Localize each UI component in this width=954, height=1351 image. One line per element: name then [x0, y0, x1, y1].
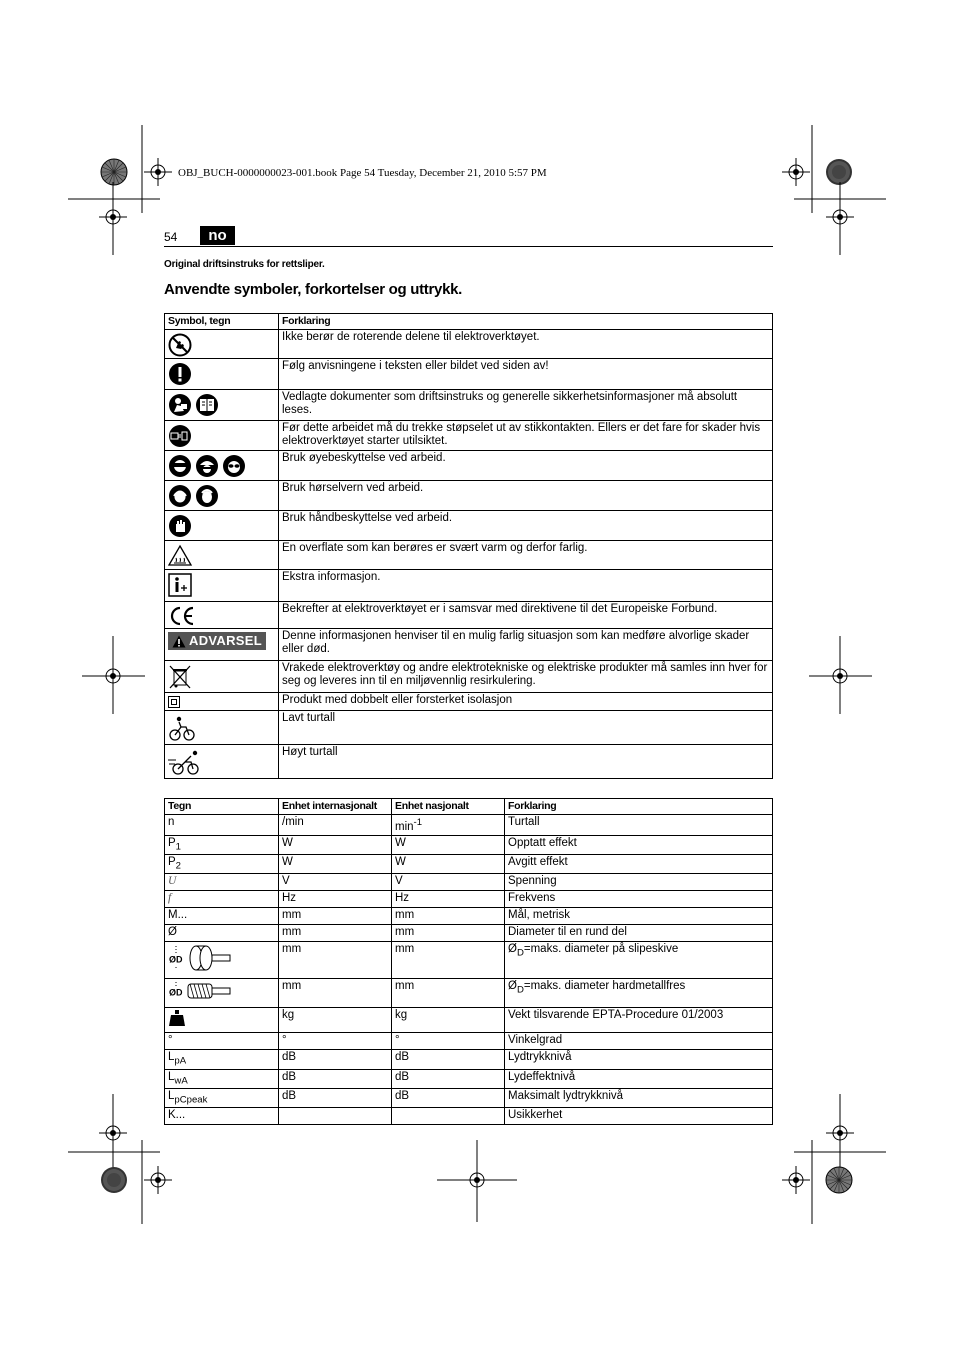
symbols-table-row — [165, 629, 773, 661]
units-table-row — [165, 908, 773, 925]
units-table-row — [165, 815, 773, 836]
sign-icon-label: ØD — [169, 954, 183, 965]
symbol-cell — [165, 693, 279, 711]
header-rule — [164, 246, 773, 247]
unit-explanation: Diameter til en rund del — [508, 926, 627, 939]
unit-international: mm — [279, 942, 392, 979]
sign-subscript: 2 — [175, 860, 181, 872]
symbol-explanation: Høyt turtall — [279, 745, 773, 779]
units-table-row — [165, 1108, 773, 1125]
unit-explanation-cell — [505, 1050, 773, 1069]
unit-explanation-cell — [505, 1008, 773, 1033]
symbol-icons — [168, 331, 275, 357]
info-plus-icon — [168, 573, 192, 597]
unit-national: dB — [395, 1070, 410, 1083]
explanation-prefix: Ø — [508, 943, 517, 956]
unit-national-cell — [392, 1069, 505, 1088]
unit-explanation-cell — [505, 874, 773, 891]
grinding-wheel-diameter-icon — [168, 943, 232, 977]
unit-national-cell — [392, 835, 505, 854]
unit-explanation: Usikkerhet — [508, 1109, 563, 1122]
sign-cell — [165, 1069, 279, 1088]
sign-text: U — [168, 875, 177, 888]
symbol-cell — [165, 602, 279, 629]
units-table — [164, 798, 773, 1125]
symbol-explanation: Før dette arbeidet må du trekke støpselet ut av stikkontakten. Ellers er det fare for skader hvis elektroverktøyet starter utilsiktet. — [279, 421, 773, 451]
sign-text: L — [168, 1090, 175, 1103]
symbol-icons — [168, 452, 275, 478]
unit-national-cell — [392, 855, 505, 874]
unit-national-cell — [392, 979, 505, 1008]
symbols-table-row — [165, 661, 773, 693]
symbol-explanation: Ekstra informasjon. — [279, 570, 773, 602]
symbol-icons — [168, 603, 275, 627]
unit-explanation: Lydtrykknivå — [508, 1051, 572, 1064]
symbols-table-row — [165, 745, 773, 779]
sign-cell — [165, 942, 279, 979]
sign-cell — [165, 908, 279, 925]
ear-protection-icon — [168, 484, 192, 508]
symbol-icons — [168, 662, 275, 690]
unit-explanation-cell — [505, 855, 773, 874]
unit-explanation-cell — [505, 835, 773, 854]
header-symbol: Symbol, tegn — [165, 314, 279, 330]
units-table-row — [165, 925, 773, 942]
units-table-row — [165, 979, 773, 1008]
sign-text: P — [168, 856, 176, 869]
unit-explanation-cell — [505, 1089, 773, 1108]
header-sign: Tegn — [165, 799, 279, 815]
sign-text: L — [168, 1070, 175, 1083]
sign-text: ° — [168, 1034, 173, 1047]
unit-explanation-cell — [505, 815, 773, 836]
sign-cell — [165, 1108, 279, 1125]
manual-book-icon — [195, 393, 219, 417]
section-heading: Anvendte symboler, forkortelser og uttrykk. — [164, 281, 463, 298]
symbol-explanation: Vedlagte dokumenter som driftsinstruks og generelle sikkerhetsinformasjoner må absolutt leses. — [279, 390, 773, 421]
sign-text: L — [168, 1051, 175, 1064]
unit-explanation: Lydeffektnivå — [508, 1070, 576, 1083]
unit-national-cell — [392, 1089, 505, 1108]
header-explanation: Forklaring — [505, 799, 773, 815]
high-speed-cyclist-icon — [168, 748, 202, 776]
header-unit-international: Enhet internasjonalt — [279, 799, 392, 815]
unit-national-cell — [392, 891, 505, 908]
units-table-row — [165, 855, 773, 874]
unit-international: mm — [279, 908, 392, 925]
symbols-table-row — [165, 330, 773, 359]
unit-national-exponent: -1 — [413, 817, 423, 828]
symbol-explanation: Ikke berør de roterende delene til elektroverktøyet. — [279, 330, 773, 359]
symbol-icons — [168, 630, 275, 650]
symbol-cell — [165, 661, 279, 693]
unit-national: V — [395, 875, 403, 888]
unit-international: mm — [279, 979, 392, 1008]
unit-explanation: Frekvens — [508, 892, 556, 905]
units-table-row — [165, 1050, 773, 1069]
symbols-table-row — [165, 390, 773, 421]
units-table-row — [165, 1033, 773, 1050]
sign-cell — [165, 1089, 279, 1108]
header-unit-national: Enhet nasjonalt — [392, 799, 505, 815]
unit-national-cell — [392, 1008, 505, 1033]
document-subtitle: Original driftsinstruks for rettsliper. — [164, 259, 325, 270]
read-manual-icon — [168, 393, 192, 417]
print-slug: OBJ_BUCH-0000000023-001.book Page 54 Tuesday, December 21, 2010 5:57 PM — [178, 167, 547, 179]
unit-international: mm — [279, 925, 392, 942]
unit-explanation: Maksimalt lydtrykknivå — [508, 1090, 624, 1103]
sign-cell — [165, 1050, 279, 1069]
explanation-subscript: D — [516, 947, 524, 959]
unit-explanation-cell — [505, 908, 773, 925]
sign-cell — [165, 855, 279, 874]
weight-icon — [168, 1009, 186, 1031]
sign-cell — [165, 891, 279, 908]
symbols-table-row — [165, 421, 773, 451]
sign-subscript: pCpeak — [174, 1094, 208, 1106]
ce-mark-icon — [168, 605, 196, 627]
symbol-explanation: Bruk øyebeskyttelse ved arbeid. — [279, 451, 773, 481]
symbol-cell — [165, 541, 279, 570]
unit-national-cell — [392, 1033, 505, 1050]
unit-national: ° — [395, 1034, 400, 1047]
units-table-row — [165, 835, 773, 854]
face-shield-icon — [168, 454, 192, 478]
hot-surface-icon — [168, 544, 192, 568]
language-badge: no — [200, 226, 235, 245]
symbol-icons — [168, 694, 275, 708]
unit-national-cell — [392, 1050, 505, 1069]
unit-explanation: Turtall — [508, 816, 540, 828]
sign-subscript: wA — [174, 1075, 188, 1087]
unplug-icon — [168, 424, 192, 448]
unit-explanation-cell — [505, 979, 773, 1008]
symbol-explanation: Denne informasjonen henviser til en mulig farlig situasjon som kan medføre alvorlige skader eller død. — [279, 629, 773, 661]
sign-cell — [165, 874, 279, 891]
units-table-header — [165, 799, 773, 815]
unit-explanation-cell — [505, 1069, 773, 1088]
unit-national-cell — [392, 1108, 505, 1125]
safety-helmet-icon — [195, 454, 219, 478]
unit-national: dB — [395, 1090, 410, 1103]
units-table-row — [165, 1089, 773, 1108]
unit-international: kg — [279, 1008, 392, 1033]
sign-cell — [165, 1008, 279, 1033]
symbol-icons — [168, 712, 275, 742]
unit-international: dB — [279, 1069, 392, 1088]
units-table-row — [165, 1008, 773, 1033]
symbol-icons — [168, 542, 275, 568]
symbol-icons — [168, 482, 275, 508]
symbols-table-row — [165, 711, 773, 745]
unit-international: W — [279, 835, 392, 854]
exclamation-icon — [168, 362, 192, 386]
unit-national: mm — [395, 980, 415, 993]
symbol-cell — [165, 570, 279, 602]
unit-explanation: Mål, metrisk — [508, 909, 570, 922]
unit-explanation-cell — [505, 925, 773, 942]
symbol-explanation: Vrakede elektroverktøy og andre elektrotekniske og elektriske produkter må samles inn hver for seg og leveres inn til en miljøvennlig resirkulering. — [279, 661, 773, 693]
symbol-icons — [168, 391, 275, 417]
symbols-table-row — [165, 511, 773, 541]
unit-international — [279, 1108, 392, 1125]
symbol-icons — [168, 512, 275, 538]
sign-text: f — [168, 892, 172, 905]
unit-explanation-cell — [505, 942, 773, 979]
units-table-row — [165, 891, 773, 908]
symbols-table-row — [165, 359, 773, 390]
unit-explanation: Vekt tilsvarende EPTA-Procedure 01/2003 — [508, 1009, 724, 1022]
symbols-table-row — [165, 693, 773, 711]
explanation-prefix: Ø — [508, 980, 517, 993]
units-table-row — [165, 942, 773, 979]
symbols-table-header — [165, 314, 773, 330]
unit-national: W — [395, 856, 406, 869]
sign-text: P — [168, 836, 176, 849]
carbide-cutter-diameter-icon — [168, 980, 232, 1006]
unit-explanation-cell — [505, 1108, 773, 1125]
unit-national-cell — [392, 908, 505, 925]
symbol-explanation: Bruk håndbeskyttelse ved arbeid. — [279, 511, 773, 541]
explanation-subscript: D — [516, 984, 524, 996]
sign-cell — [165, 925, 279, 942]
sign-text: Ø — [168, 926, 177, 939]
unit-national: mm — [395, 909, 415, 922]
sign-cell — [165, 1033, 279, 1050]
symbol-cell — [165, 421, 279, 451]
page-number: 54 — [164, 230, 178, 244]
unit-international: dB — [279, 1089, 392, 1108]
glove-icon — [168, 514, 192, 538]
sign-cell — [165, 835, 279, 854]
weee-bin-icon — [168, 664, 192, 690]
unit-explanation: Vinkelgrad — [508, 1034, 563, 1047]
warning-label-icon — [168, 632, 266, 650]
no-touch-icon — [168, 333, 192, 357]
symbols-table-row — [165, 451, 773, 481]
unit-explanation-cell — [505, 1033, 773, 1050]
sign-subscript: 1 — [175, 841, 181, 853]
symbol-cell — [165, 330, 279, 359]
symbol-icons — [168, 422, 275, 448]
unit-national: kg — [395, 1009, 408, 1022]
symbol-explanation: Produkt med dobbelt eller forsterket isolasjon — [279, 693, 773, 711]
unit-national: mm — [395, 926, 415, 939]
symbols-table — [164, 313, 773, 779]
symbol-explanation: Bekrefter at elektroverktøyet er i samsvar med direktivene til det Europeiske Forbund. — [279, 602, 773, 629]
sign-text: K... — [168, 1109, 186, 1122]
sign-subscript: pA — [174, 1055, 187, 1067]
unit-national-cell — [392, 874, 505, 891]
symbol-cell — [165, 511, 279, 541]
unit-explanation: Opptatt effekt — [508, 836, 577, 849]
symbol-explanation: En overflate som kan berøres er svært varm og derfor farlig. — [279, 541, 773, 570]
unit-international: ° — [279, 1033, 392, 1050]
symbols-table-row — [165, 602, 773, 629]
unit-national: W — [395, 836, 406, 849]
unit-explanation: Spenning — [508, 875, 557, 888]
sign-cell — [165, 979, 279, 1008]
sign-cell — [165, 815, 279, 836]
unit-explanation: Avgitt effekt — [508, 856, 568, 869]
symbol-cell — [165, 481, 279, 511]
unit-national-cell — [392, 815, 505, 836]
symbols-table-row — [165, 481, 773, 511]
sign-icon-label: ØD — [169, 987, 183, 998]
unit-international: dB — [279, 1050, 392, 1069]
symbol-cell — [165, 359, 279, 390]
unit-national: dB — [395, 1051, 410, 1064]
unit-explanation: =maks. diameter hardmetallfres — [523, 980, 686, 993]
symbol-icons — [168, 571, 275, 597]
unit-national: mm — [395, 943, 415, 956]
unit-national: Hz — [395, 892, 410, 905]
unit-international: V — [279, 874, 392, 891]
sign-text: n — [168, 816, 175, 828]
warning-label-text: ADVARSEL — [189, 633, 262, 648]
symbol-cell — [165, 451, 279, 481]
unit-international: Hz — [279, 891, 392, 908]
unit-explanation-cell — [505, 891, 773, 908]
double-insulation-icon — [168, 696, 180, 708]
units-table-row — [165, 1069, 773, 1088]
symbol-icons — [168, 360, 275, 386]
unit-national-cell — [392, 942, 505, 979]
symbol-cell — [165, 745, 279, 779]
low-speed-cyclist-icon — [168, 714, 196, 742]
unit-explanation: =maks. diameter på slipeskive — [523, 943, 679, 956]
header-explanation: Forklaring — [279, 314, 773, 330]
unit-national: min — [395, 820, 414, 833]
symbol-explanation: Følg anvisningene i teksten eller bildet ved siden av! — [279, 359, 773, 390]
symbol-explanation: Lavt turtall — [279, 711, 773, 745]
symbol-cell — [165, 390, 279, 421]
units-table-row — [165, 874, 773, 891]
symbols-table-row — [165, 570, 773, 602]
sign-text: M... — [168, 909, 188, 922]
symbol-icons — [168, 746, 275, 776]
symbols-table-row — [165, 541, 773, 570]
safety-goggles-icon — [222, 454, 246, 478]
ear-muffs-icon — [195, 484, 219, 508]
symbol-explanation: Bruk hørselvern ved arbeid. — [279, 481, 773, 511]
unit-international: /min — [279, 815, 392, 836]
unit-national-cell — [392, 925, 505, 942]
symbol-cell — [165, 629, 279, 661]
symbol-cell — [165, 711, 279, 745]
unit-international: W — [279, 855, 392, 874]
